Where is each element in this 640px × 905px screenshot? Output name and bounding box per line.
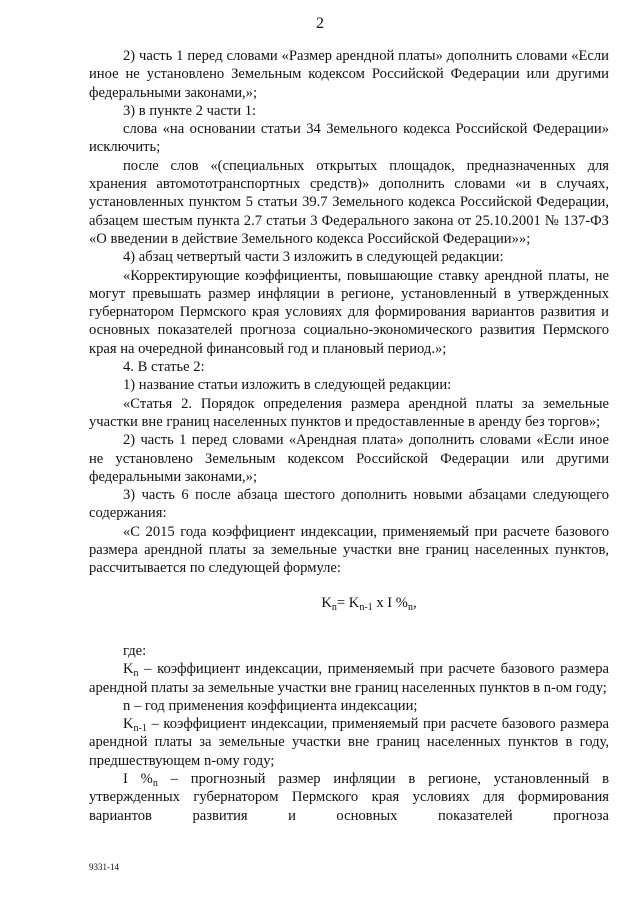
page-number: 2 [316,15,324,32]
paragraph-words-excluded: слова «на основании статьи 34 Земельного кодекса Российской Федерации» исключить; [89,121,609,156]
where-label: где: [123,642,147,659]
definition-kn: $K_n$ – коэффициент индексации, применяемый при расчете базового размера арендной платы за земельные участки вне границ населенных пунктов в n-ом году; [89,661,609,696]
definition-kn-1: $K_{n-1}$ – коэффициент индексации, применяемый при расчете базового размера арендной платы за земельные участки вне границ населенных пунктов в году, предшествующем n-ому году; [89,716,609,769]
paragraph-item4: 4) абзац четвертый части 3 изложить в следующей редакции: [123,249,504,266]
paragraph-after-words: после слов «(специальных открытых площадок, предназначенных для хранения автомототранспортных средств)» дополнить словами «и в случаях, установленных пунктом 5 статьи 39.7 Земельного кодекса Российской Федерации, абзацем шестым пункта 2.7 статьи 3 Федерального закона от 25.10.2001 № 137-ФЗ «О введении в действие Земельного кодекса Российской Федерации»»; [89,157,609,247]
paragraph-part6: 3) часть 6 после абзаца шестого дополнить новыми абзацами следующего содержания: [89,487,609,522]
document-code: 9331-14 [89,862,119,872]
paragraph-part1-amendment: 2) часть 1 перед словами «Размер арендной платы» дополнить словами «Если иное не установлено Земельным кодексом Российской Федерации или другими федеральными законами,»; [89,48,609,101]
paragraph-item3: 3) в пункте 2 части 1: [123,102,257,119]
paragraph-formula-intro: «С 2015 года коэффициент индексации, применяемый при расчете базового размера арендной платы за земельные участки вне границ населенных пунктов, рассчитывается по следующей формуле: [89,523,609,577]
indexation-formula: $K_n= K_{n-1}$ x I $\%_n$, [321,594,417,613]
definition-n: n – год применения коэффициента индексации; [123,697,418,714]
paragraph-coefficients: «Корректирующие коэффициенты, повышающие ставку арендной платы, не могут превышать размер инфляции в регионе, установленный в утвержденных губернатором Пермского края условиях для формирования вариантов развития и основных показателей прогноза социально-экономического развития Пермского края на очередной финансовый год и плановый период.»; [89,267,609,357]
definition-inflation: I $\%_n$ – прогнозный размер инфляции в регионе, установленный в утвержденных губернатором Пермского края условиях для формирования вариантов развития и основных показателей прогноза [89,770,610,824]
paragraph-article2-heading: 4. В статье 2: [123,359,205,376]
paragraph-article2-title: «Статья 2. Порядок определения размера арендной платы за земельные участки вне границ населенных пунктов и предоставленные в аренду без торгов»; [89,395,609,430]
paragraph-article-title: 1) название статьи изложить в следующей редакции: [123,377,452,394]
document-body [89,47,609,825]
paragraph-part1-rent: 2) часть 1 перед словами «Арендная плата» дополнить словами «Если иное не установлено Земельным кодексом Российской Федерации или другими федеральными законами,»; [89,432,609,485]
